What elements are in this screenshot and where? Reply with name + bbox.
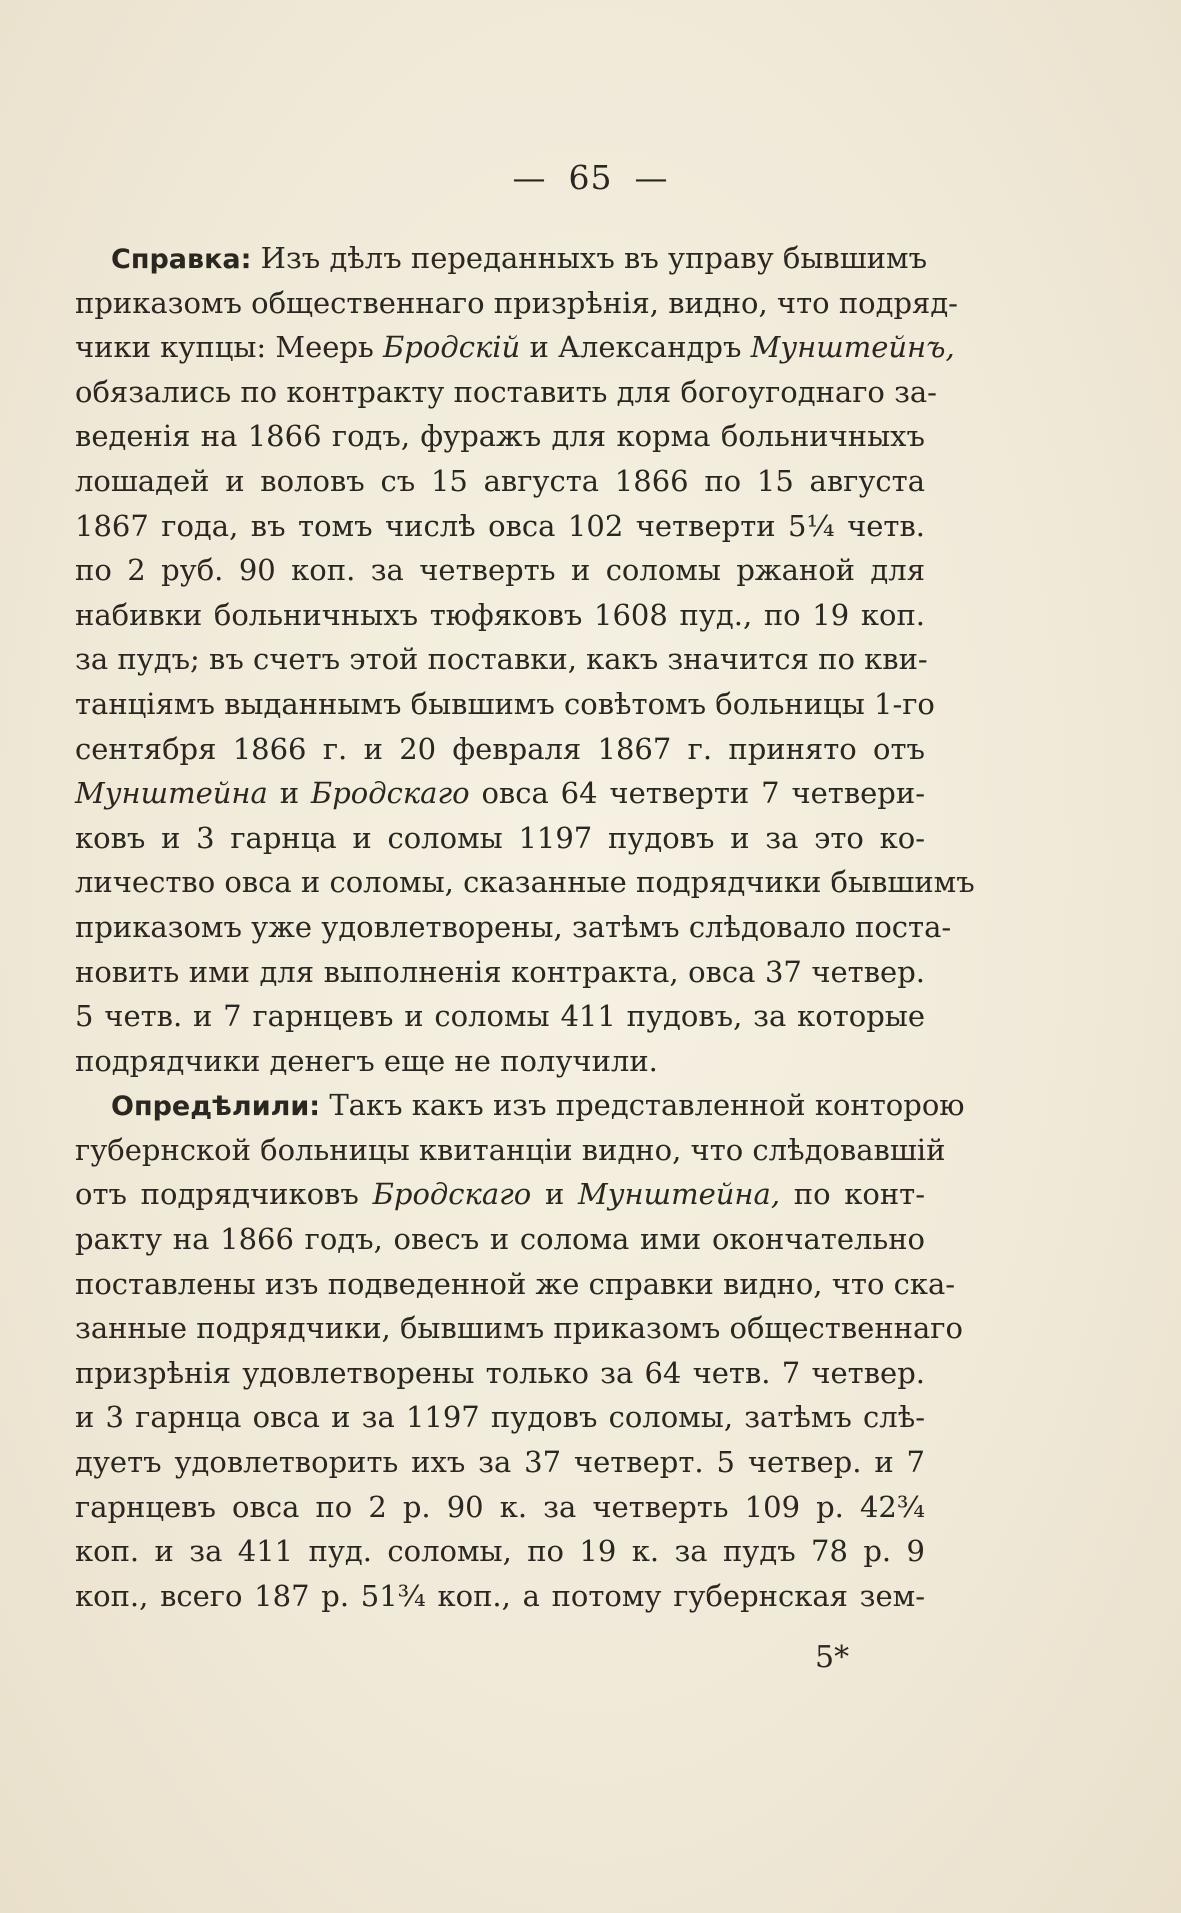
text-line [75, 459, 925, 504]
text-line [75, 1440, 925, 1485]
text-line [75, 1172, 925, 1217]
person-name: Мунштейна [75, 776, 268, 811]
text-run: обязались по контракту поставить для богоугоднаго за- [75, 374, 937, 409]
text-run: дуетъ удовлетворить ихъ за 37 четверт. 5 четвер. и 7 [75, 1445, 925, 1480]
text-run: 1867 года, въ томъ числѣ овса 102 четверти 5¼ четв. [75, 508, 925, 543]
person-name: Бродскаго [372, 1177, 532, 1212]
text-line [75, 860, 975, 905]
text-run: коп. и за 411 пуд. соломы, по 19 к. за пудъ 78 р. 9 [75, 1534, 925, 1569]
text-line [75, 370, 937, 415]
text-run: лошадей и воловъ съ 15 августа 1866 по 15 августа [75, 463, 925, 498]
text-line [75, 325, 955, 370]
text-line [75, 1351, 925, 1396]
text-run: Такъ какъ изъ представленной конторою [320, 1088, 965, 1123]
person-name: Мунштейна, [578, 1177, 781, 1212]
text-line [75, 1039, 925, 1084]
text-run: призрѣнія удовлетворены только за 64 четв. 7 четвер. [75, 1355, 925, 1390]
text-run: 5 четв. и 7 гарнцевъ и соломы 411 пудовъ, за которые [75, 999, 925, 1034]
text-run: овса 64 четверти 7 четвери- [469, 776, 925, 811]
text-line [75, 950, 925, 995]
page-number-dash-right: — [634, 158, 669, 197]
text-line [75, 1083, 965, 1128]
text-line [75, 771, 925, 816]
text-line [75, 1529, 925, 1574]
text-line [75, 1485, 925, 1530]
page-number-dash-left: — [512, 158, 547, 197]
text-run: чики купцы: Меерь [75, 330, 383, 365]
text-line [75, 414, 925, 459]
text-run: и [267, 776, 311, 811]
text-line [75, 727, 925, 772]
text-run: веденія на 1866 годъ, фуражъ для корма больничныхъ [75, 419, 925, 454]
text-run: сентября 1866 г. и 20 февраля 1867 г. принято отъ [75, 731, 925, 766]
text-run: набивки больничныхъ тюфяковъ 1608 пуд., по 19 коп. [75, 597, 925, 632]
text-line [75, 905, 952, 950]
text-run: подрядчики денегъ еще не получили. [75, 1043, 658, 1078]
text-line [75, 637, 928, 682]
text-line [75, 682, 935, 727]
text-line [75, 504, 925, 549]
text-line [75, 548, 925, 593]
text-line [75, 1262, 956, 1307]
text-line [75, 281, 958, 326]
text-run: коп., всего 187 р. 51¾ коп., а потому губернская зем- [75, 1578, 925, 1613]
text-line [75, 816, 925, 861]
text-line [75, 236, 928, 281]
text-run: танціямъ выданнымъ бывшимъ совѣтомъ больницы 1-го [75, 686, 935, 721]
text-line [75, 1306, 963, 1351]
page-number [0, 158, 1181, 197]
text-run: личество овса и соломы, сказанные подрядчики бывшимъ [75, 865, 975, 900]
text-run: по 2 руб. 90 коп. за четверть и соломы ржаной для [75, 553, 925, 588]
text-run: и [531, 1177, 578, 1212]
text-run: и 3 гарнца овса и за 1197 пудовъ соломы, затѣмъ слѣ- [75, 1400, 925, 1435]
text-run: ковъ и 3 гарнца и соломы 1197 пудовъ и за это ко- [75, 820, 925, 855]
text-line [75, 593, 925, 638]
text-run: приказомъ уже удовлетворены, затѣмъ слѣдовало поста- [75, 909, 952, 944]
text-run: за пудъ; въ счетъ этой поставки, какъ значится по кви- [75, 642, 928, 677]
section-lead: Опредѣлили: [111, 1091, 321, 1123]
text-run: Изъ дѣлъ переданныхъ въ управу бывшимъ [251, 241, 928, 275]
text-line [75, 1217, 925, 1262]
text-run: гарнцевъ овса по 2 р. 90 к. за четверть 109 р. 42¾ [75, 1489, 925, 1524]
text-line [75, 994, 925, 1039]
text-run: поставлены изъ подведенной же справки видно, что ска- [75, 1266, 956, 1301]
text-run: отъ подрядчиковъ [75, 1177, 373, 1212]
signature-mark: 5* [815, 1640, 850, 1675]
text-line [75, 1128, 946, 1173]
text-run: ракту на 1866 годъ, овесъ и солома ими окончательно [75, 1222, 925, 1257]
text-line [75, 1574, 925, 1619]
text-line [75, 1395, 925, 1440]
page-number-value: 65 [568, 158, 613, 197]
text-run: занные подрядчики, бывшимъ приказомъ общественнаго [75, 1311, 963, 1346]
person-name: Мунштейнъ, [750, 330, 955, 365]
person-name: Бродскаго [310, 776, 470, 811]
section-lead: Справка: [111, 244, 252, 275]
text-run: и Александръ [520, 330, 751, 365]
text-run: приказомъ общественнаго призрѣнія, видно, что подряд- [75, 285, 958, 320]
person-name: Бродскій [383, 330, 521, 365]
text-run: по конт- [780, 1177, 925, 1212]
text-run: новить ими для выполненія контракта, овса 37 четвер. [75, 954, 925, 989]
body-text [75, 236, 975, 1618]
text-run: губернской больницы квитанціи видно, что слѣдовавшій [75, 1132, 946, 1167]
